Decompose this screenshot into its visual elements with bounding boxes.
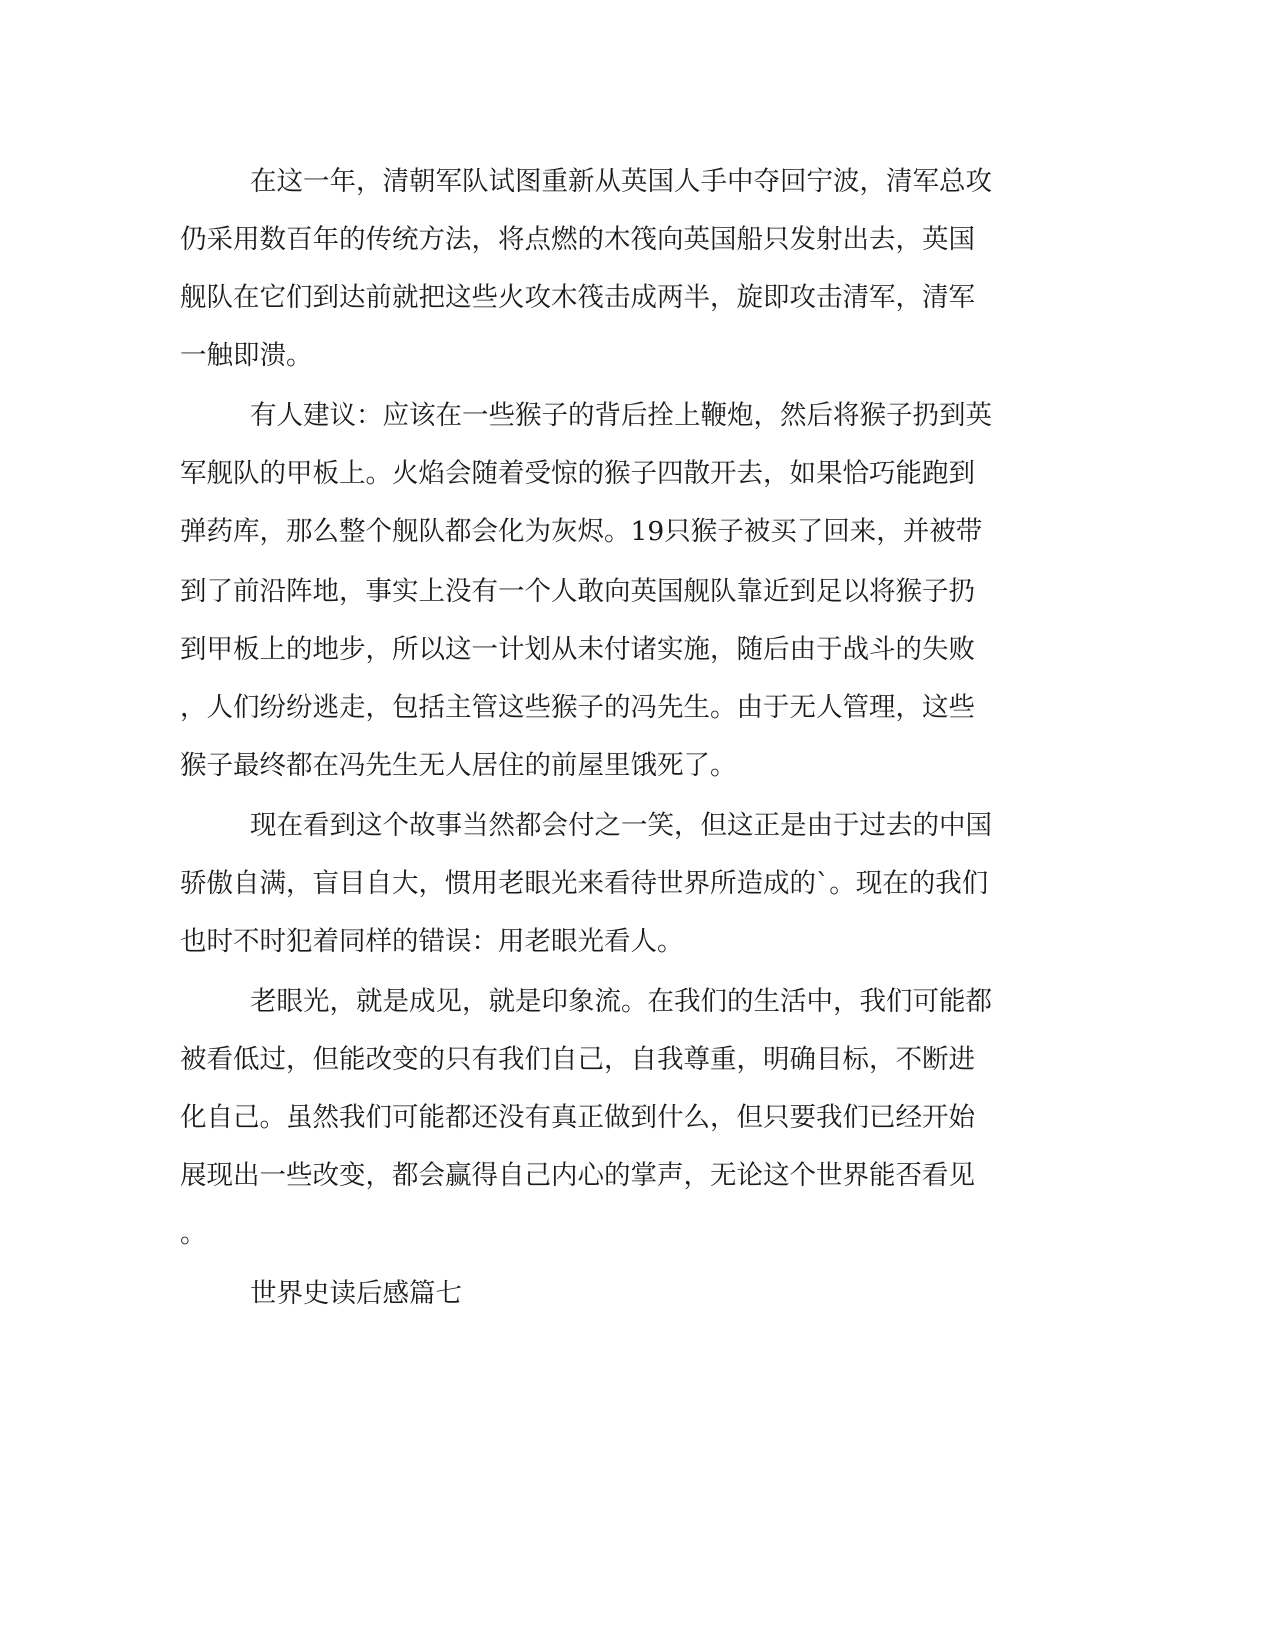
paragraph-line: 仍采用数百年的传统方法，将点燃的木筏向英国船只发射出去，英国	[180, 224, 975, 255]
paragraph-line: 一触即溃。	[180, 340, 313, 371]
paragraph-line: 。	[180, 1218, 207, 1249]
paragraph-line: 化自己。虽然我们可能都还没有真正做到什么，但只要我们已经开始	[180, 1102, 975, 1133]
paragraph-line: 老眼光，就是成见，就是印象流。在我们的生活中，我们可能都	[250, 986, 992, 1017]
paragraph-line: 军舰队的甲板上。火焰会随着受惊的猴子四散开去，如果恰巧能跑到	[180, 458, 975, 489]
paragraph-line: 展现出一些改变，都会赢得自己内心的掌声，无论这个世界能否看见	[180, 1160, 975, 1191]
paragraph-line: 在这一年，清朝军队试图重新从英国人手中夺回宁波，清军总攻	[250, 166, 992, 197]
paragraph-line: 到甲板上的地步，所以这一计划从未付诸实施，随后由于战斗的失败	[180, 634, 975, 665]
paragraph-line: 被看低过，但能改变的只有我们自己，自我尊重，明确目标，不断进	[180, 1044, 975, 1075]
paragraph-line: 到了前沿阵地，事实上没有一个人敢向英国舰队靠近到足以将猴子扔	[180, 576, 975, 607]
paragraph-line: 骄傲自满，盲目自大，惯用老眼光来看待世界所造成的`。现在的我们	[180, 868, 989, 899]
paragraph-line: 舰队在它们到达前就把这些火攻木筏击成两半，旋即攻击清军，清军	[180, 282, 975, 313]
paragraph-line: 也时不时犯着同样的错误：用老眼光看人。	[180, 926, 684, 957]
paragraph-line: 弹药库，那么整个舰队都会化为灰烬。19只猴子被买了回来，并被带	[180, 516, 983, 547]
paragraph-line: 现在看到这个故事当然都会付之一笑，但这正是由于过去的中国	[250, 810, 992, 841]
paragraph-line: ，人们纷纷逃走，包括主管这些猴子的冯先生。由于无人管理，这些	[180, 692, 975, 723]
paragraph-line: 有人建议：应该在一些猴子的背后拴上鞭炮，然后将猴子扔到英	[250, 400, 992, 431]
section-heading: 世界史读后感篇七	[250, 1278, 462, 1309]
paragraph-line: 猴子最终都在冯先生无人居住的前屋里饿死了。	[180, 750, 737, 781]
